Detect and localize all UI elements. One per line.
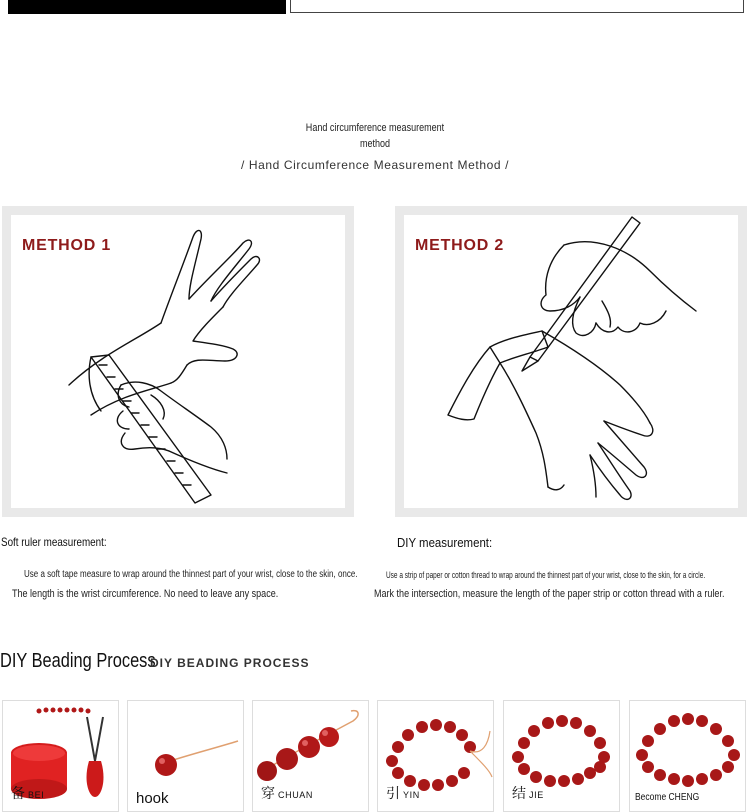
step-1-label: 备BEI [11,785,45,801]
hand-with-tape-illustration [11,215,345,508]
method-1-illustration-frame [11,215,345,508]
step-thumb-3 [252,700,369,812]
method-1-desc-line-2: The length is the wrist circumference. No need to leave any space. [12,588,279,600]
method-2-desc-line-1: Use a strip of paper or cotton thread to wrap around the thinnest part of your wrist, close to the skin, for a circle. [386,570,706,580]
method-2-label: METHOD 2 [415,237,505,254]
step-thumb-4 [377,700,494,812]
method-1-label: METHOD 1 [22,237,112,254]
step-4-label: 引YIN [386,785,420,801]
diy-title: DIY Beading Process [0,650,156,672]
method-2-panel [395,206,747,517]
step-5-label: 结JIE [512,785,544,801]
step-thumb-1 [2,700,119,812]
method-2-illustration-frame [404,215,738,508]
section-subtitle: / Hand Circumference Measurement Method / [240,158,510,172]
top-input-box [290,0,744,13]
step-thumb-6 [629,700,746,812]
section-title [264,120,485,152]
title-line-2: method [359,138,391,150]
step-thumb-2 [127,700,244,812]
hand-with-pen-illustration [404,215,738,508]
method-1-caption: Soft ruler measurement: [1,535,107,549]
step-6-label: Become CHENG [635,792,700,803]
diy-subtitle: DIY BEADING PROCESS [150,656,310,670]
step-thumb-5 [503,700,620,812]
top-black-bar [8,0,286,14]
step-3-label: 穿CHUAN [261,785,314,801]
method-2-desc-line-2: Mark the intersection, measure the length of the paper strip or cotton thread with a ruler. [374,588,725,600]
method-2-caption: DIY measurement: [397,535,493,550]
method-1-desc-line-1: Use a soft tape measure to wrap around the thinnest part of your wrist, close to the skin, once. [24,569,358,580]
step-2-label: hook [136,790,169,807]
method-1-panel [2,206,354,517]
title-line-1: Hand circumference measurement [305,122,445,134]
